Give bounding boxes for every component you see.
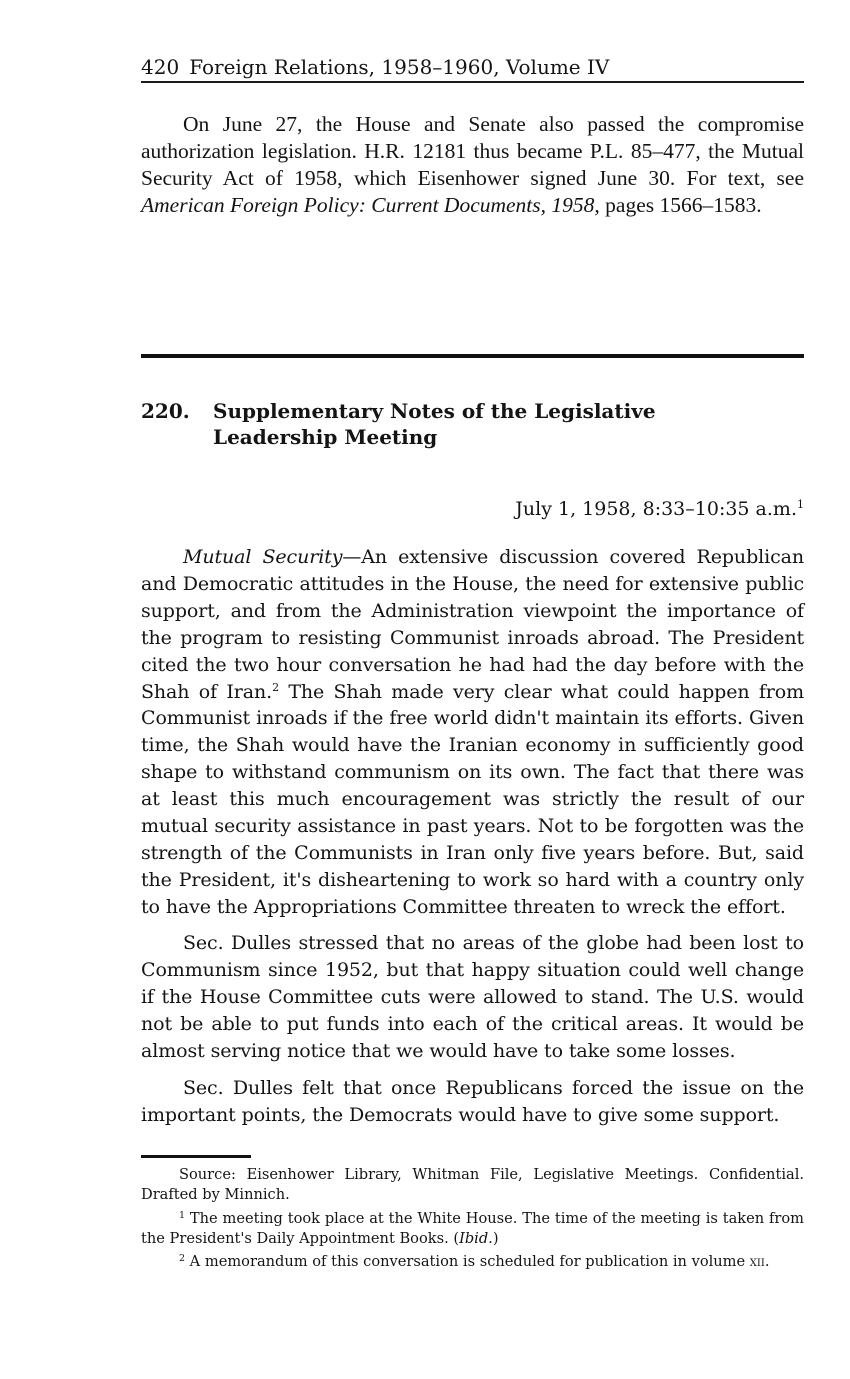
- cited-publication-title: American Foreign Policy: Current Documents, 1958,: [141, 193, 600, 217]
- footnote-mark: 1: [179, 1210, 186, 1221]
- paragraph-mutual-security: [141, 544, 804, 921]
- paragraph-text: —An extensive discussion covered Republican and Democratic attitudes in the House, the need for extensive public support, and from the Administration viewpoint the importance of the program to resisting Communist inroads abroad. The President cited the two hour conversation he had had the day before with the Shah of Iran.: [141, 546, 804, 703]
- volume-title: Foreign Relations, 1958–1960, Volume IV: [189, 55, 610, 79]
- paragraph-topic-heading: Mutual Security: [183, 546, 343, 568]
- footnote-1: [141, 1209, 804, 1248]
- footnote-ibid: Ibid.: [459, 1229, 493, 1247]
- footnote-text: The meeting took place at the White House. The time of the meeting is taken from the President's Daily Appointment Books. (: [141, 1210, 804, 1247]
- paragraph-dulles-areas: Sec. Dulles stressed that no areas of the globe had been lost to Communism since 1952, but that happy situation could well change if the House Committee cuts were allowed to stand. The U.S. would not be able to put funds into each of the critical areas. It would be almost serving notice that we would have to take some losses.: [141, 932, 804, 1062]
- footnote-2: [141, 1252, 804, 1272]
- footnote-text: ): [492, 1229, 499, 1247]
- document-title: Supplementary Notes of the Legislative Leadership Meeting: [213, 399, 656, 449]
- footnote-text: .: [764, 1253, 770, 1270]
- header-rule: [141, 81, 804, 83]
- footnote-ref-1[interactable]: 1: [797, 498, 804, 511]
- running-head: [141, 54, 804, 80]
- continuation-text: On June 27, the House and Senate also passed the compromise authorization legislation. H.R. 12181 thus became P.L. 85–477, the Mutual Security Act of 1958, which Eisenhower signed June 30. For text, see: [141, 112, 804, 190]
- page-number: 420: [141, 55, 180, 79]
- continuation-pages: pages 1566–1583.: [599, 193, 762, 217]
- document-number: 220.: [141, 399, 190, 423]
- footnote-ref-2[interactable]: 2: [272, 680, 279, 694]
- source-note: Source: Eisenhower Library, Whitman File, Legislative Meetings. Confidential. Drafted by Minnich.: [141, 1166, 804, 1203]
- volume-number: xii: [749, 1253, 765, 1270]
- continuation-paragraph: [141, 111, 804, 219]
- paragraph-text: The Shah made very clear what could happen from Communist inroads if the free world didn't maintain its efforts. Given time, the Shah would have the Iranian economy in sufficiently good shape to withstand communism on its own. The fact that there was at least this much encouragement was strictly the result of our mutual security assistance in past years. Not to be forgotten was the strength of the Communists in Iran only five years before. But, said the President, it's disheartening to work so hard with a country only to have the Appropriations Committee threaten to wreck the effort.: [141, 680, 805, 918]
- footnote-rule: [141, 1155, 251, 1158]
- footnote-text: A memorandum of this conversation is scheduled for publication in volume: [185, 1253, 750, 1270]
- footnote-mark: 2: [179, 1253, 186, 1264]
- dateline: [515, 496, 804, 522]
- dateline-text: July 1, 1958, 8:33–10:35 a.m.: [515, 498, 797, 520]
- paragraph-dulles-support: Sec. Dulles felt that once Republicans forced the issue on the important points, the Democrats would have to give some support.: [141, 1077, 804, 1126]
- section-divider: [141, 354, 804, 358]
